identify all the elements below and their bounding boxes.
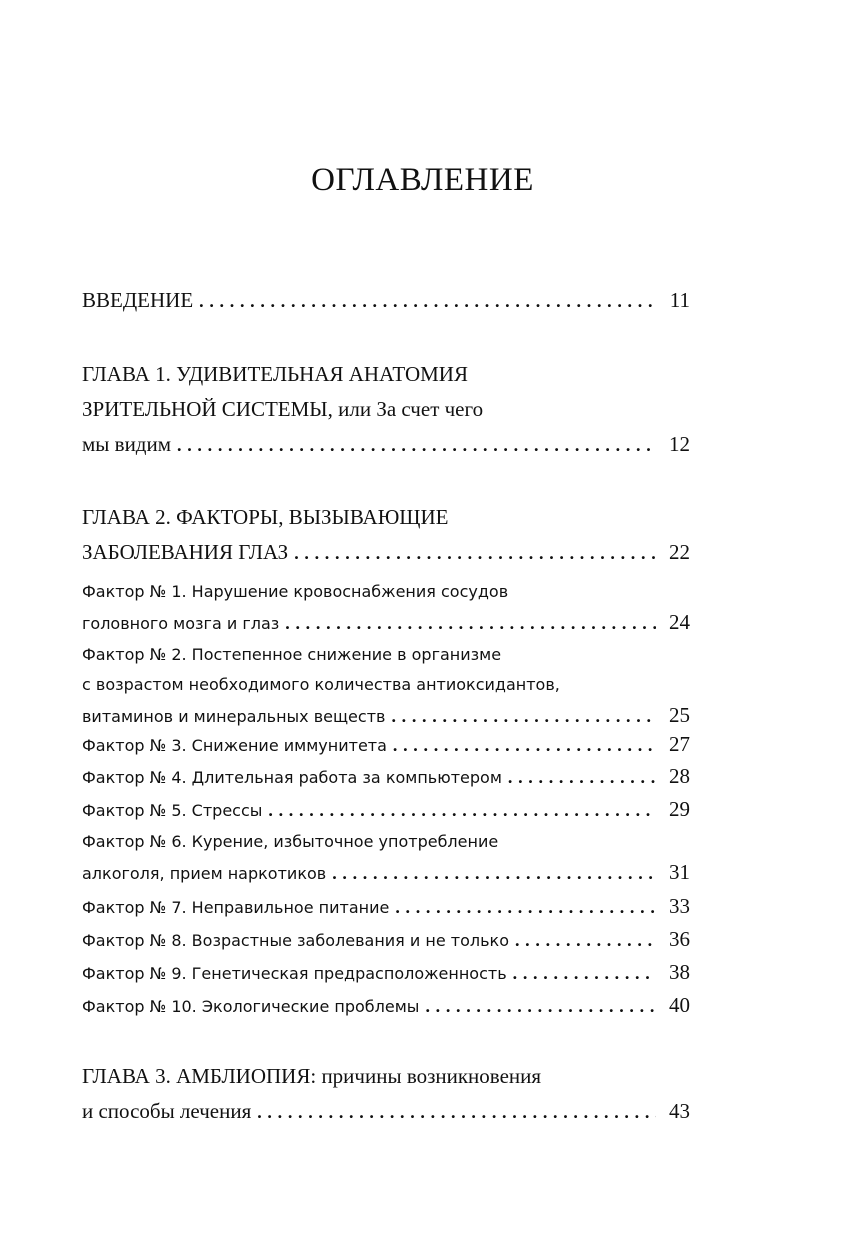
dot-leader bbox=[268, 795, 656, 826]
toc-entry-chapter-3 bbox=[82, 1059, 690, 1130]
dot-leader bbox=[294, 535, 656, 571]
dot-leader bbox=[391, 701, 656, 732]
toc-entry-title: алкоголя, прием наркотиков bbox=[82, 864, 327, 883]
toc-page-number: 29 bbox=[669, 797, 690, 821]
toc-entry-introduction bbox=[82, 283, 690, 319]
toc-entry-title: Фактор № 4. Длительная работа за компьютером bbox=[82, 768, 502, 787]
toc-entry-title: Фактор № 3. Снижение иммунитета bbox=[82, 736, 387, 755]
toc-entry-factor-2 bbox=[82, 640, 690, 732]
toc-entry-title: ЗАБОЛЕВАНИЯ ГЛАЗ bbox=[82, 540, 289, 564]
toc-entry-chapter-2 bbox=[82, 500, 690, 571]
dot-leader bbox=[285, 608, 656, 639]
dot-leader bbox=[393, 730, 656, 761]
toc-entry-title: Фактор № 5. Стрессы bbox=[82, 801, 263, 820]
toc-entry-factor-5 bbox=[82, 794, 690, 826]
toc-entry-title: Фактор № 8. Возрастные заболевания и не только bbox=[82, 931, 509, 950]
page-title: ОГЛАВЛЕНИЕ bbox=[311, 162, 534, 198]
toc-entry-title: с возрастом необходимого количества антиоксидантов, bbox=[82, 675, 560, 694]
toc-entry-factor-7 bbox=[82, 891, 690, 923]
toc-page-number: 25 bbox=[669, 703, 690, 727]
toc-entry-title: Фактор № 10. Экологические проблемы bbox=[82, 997, 420, 1016]
toc-entry-title: ГЛАВА 2. ФАКТОРЫ, ВЫЗЫВАЮЩИЕ bbox=[82, 505, 449, 529]
toc-page-number: 22 bbox=[669, 540, 690, 564]
dot-leader bbox=[513, 958, 656, 989]
toc-entry-title: Фактор № 1. Нарушение кровоснабжения сосудов bbox=[82, 582, 509, 601]
dot-leader bbox=[515, 925, 656, 956]
dot-leader bbox=[508, 762, 656, 793]
dot-leader bbox=[332, 858, 656, 889]
toc-entry-factor-6 bbox=[82, 827, 690, 889]
toc-entry-title: Фактор № 6. Курение, избыточное употребление bbox=[82, 832, 499, 851]
dot-leader bbox=[199, 283, 656, 319]
toc-page-number: 27 bbox=[669, 732, 690, 756]
toc-page-number: 28 bbox=[669, 764, 690, 788]
dot-leader bbox=[395, 892, 656, 923]
toc-entry-title: Фактор № 9. Генетическая предрасположенность bbox=[82, 964, 507, 983]
dot-leader bbox=[425, 991, 656, 1022]
toc-entry-title: ГЛАВА 3. АМБЛИОПИЯ: причины возникновения bbox=[82, 1064, 542, 1088]
toc-entry-title: головного мозга и глаз bbox=[82, 614, 280, 633]
toc-entry-factor-8 bbox=[82, 924, 690, 956]
toc-page-number: 24 bbox=[669, 610, 690, 634]
toc-entry-title: Фактор № 2. Постепенное снижение в организме bbox=[82, 645, 502, 664]
toc-entry-title: ГЛАВА 1. УДИВИТЕЛЬНАЯ АНАТОМИЯ bbox=[82, 362, 468, 386]
toc-page-number: 12 bbox=[669, 432, 690, 456]
toc-entry-title: витаминов и минеральных веществ bbox=[82, 707, 386, 726]
toc-entry-chapter-1 bbox=[82, 357, 690, 463]
toc-entry-factor-9 bbox=[82, 957, 690, 989]
toc-page-number: 43 bbox=[669, 1099, 690, 1123]
dot-leader bbox=[177, 427, 656, 463]
toc-page-number: 31 bbox=[669, 860, 690, 884]
toc-page-number: 40 bbox=[669, 993, 690, 1017]
toc-page-number: 33 bbox=[669, 894, 690, 918]
toc-entry-factor-4 bbox=[82, 761, 690, 793]
toc-entry-factor-3 bbox=[82, 729, 690, 761]
toc-entry-title: мы видим bbox=[82, 432, 172, 456]
toc-entry-factor-1 bbox=[82, 577, 690, 639]
toc-entry-title: ВВЕДЕНИЕ bbox=[82, 288, 194, 312]
toc-page-number: 11 bbox=[669, 288, 690, 312]
toc-entry-title: Фактор № 7. Неправильное питание bbox=[82, 898, 390, 917]
dot-leader bbox=[257, 1094, 656, 1130]
toc-page-number: 38 bbox=[669, 960, 690, 984]
toc-entry-title: ЗРИТЕЛЬНОЙ СИСТЕМЫ, или За счет чего bbox=[82, 397, 484, 421]
toc-page-number: 36 bbox=[669, 927, 690, 951]
toc-entry-title: и способы лечения bbox=[82, 1099, 252, 1123]
toc-entry-factor-10 bbox=[82, 990, 690, 1022]
